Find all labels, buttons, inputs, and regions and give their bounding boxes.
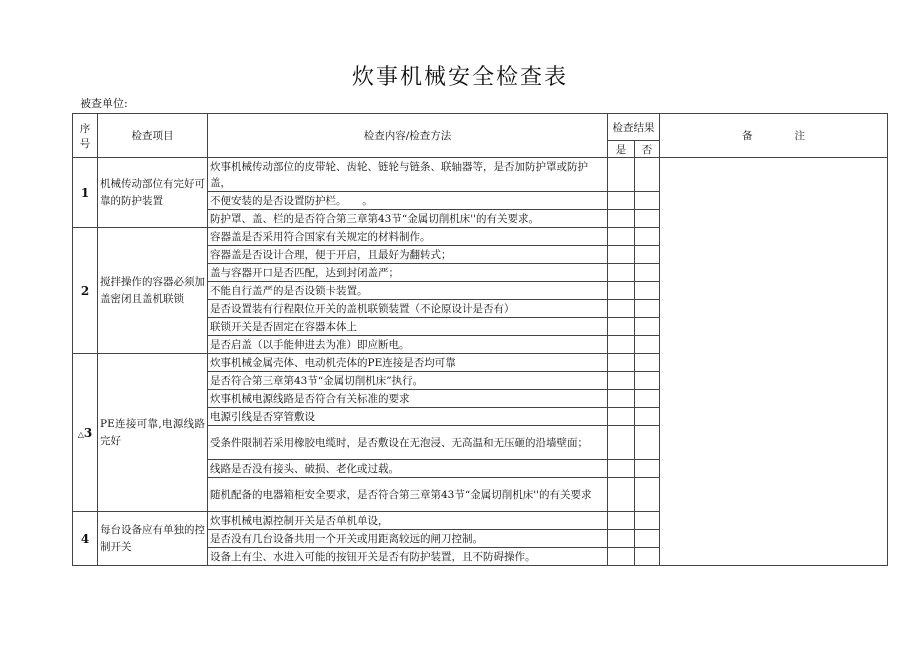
section-item: 搅拌操作的容器必须加盖密闭且盖机联锁 xyxy=(98,228,208,354)
result-yes-cell[interactable] xyxy=(608,548,635,566)
content-cell: 不能自行盖严的是否设锁卡装置。 xyxy=(208,282,608,300)
section-number: 1 xyxy=(73,158,98,228)
content-cell: 线路是否没有接头、破损、老化或过载。 xyxy=(208,460,608,478)
header-item: 检查项目 xyxy=(98,114,208,158)
result-no-cell[interactable] xyxy=(635,408,660,426)
result-no-cell[interactable] xyxy=(635,354,660,372)
warning-triangle-mark: △ xyxy=(77,429,84,439)
header-result: 检查结果 xyxy=(608,114,660,141)
header-remark: 备 注 xyxy=(660,114,888,158)
result-no-cell[interactable] xyxy=(635,192,660,210)
header-yes: 是 xyxy=(608,141,635,158)
content-cell: 不便安装的是否设置防护栏。 。 xyxy=(208,192,608,210)
result-yes-cell[interactable] xyxy=(608,192,635,210)
result-yes-cell[interactable] xyxy=(608,336,635,354)
content-cell: 炊事机械金属壳体、电动机壳体的PE连接是否均可靠 xyxy=(208,354,608,372)
result-no-cell[interactable] xyxy=(635,158,660,192)
content-cell: 是否符合第三章第43节“金属切削机床”执行。 xyxy=(208,372,608,390)
result-no-cell[interactable] xyxy=(635,228,660,246)
result-yes-cell[interactable] xyxy=(608,282,635,300)
result-no-cell[interactable] xyxy=(635,530,660,548)
section-item: 每台设备应有单独的控制开关 xyxy=(98,512,208,566)
header-no: 否 xyxy=(635,141,660,158)
section-item: 机械传动部位有完好可靠的防护装置 xyxy=(98,158,208,228)
result-no-cell[interactable] xyxy=(635,282,660,300)
result-yes-cell[interactable] xyxy=(608,264,635,282)
content-cell: 电源引线是否穿管敷设 xyxy=(208,408,608,426)
result-yes-cell[interactable] xyxy=(608,478,635,512)
result-yes-cell[interactable] xyxy=(608,300,635,318)
section-number: 2 xyxy=(73,228,98,354)
content-cell: 容器盖是否采用符合国家有关规定的材料制作。 xyxy=(208,228,608,246)
result-yes-cell[interactable] xyxy=(608,530,635,548)
result-yes-cell[interactable] xyxy=(608,512,635,530)
content-cell: 是否设置装有行程限位开关的盖机联锁装置（不论原设计是否有） xyxy=(208,300,608,318)
inspection-table xyxy=(72,113,888,566)
result-yes-cell[interactable] xyxy=(608,158,635,192)
result-yes-cell[interactable] xyxy=(608,228,635,246)
result-yes-cell[interactable] xyxy=(608,354,635,372)
content-cell: 炊事机械电源控制开关是否单机单设， xyxy=(208,512,608,530)
header-seq: 序号 xyxy=(73,114,98,158)
content-cell: 盖与容器开口是否匹配，达到封闭盖严； xyxy=(208,264,608,282)
section-number: 4 xyxy=(73,512,98,566)
result-no-cell[interactable] xyxy=(635,548,660,566)
result-no-cell[interactable] xyxy=(635,336,660,354)
content-cell: 防护罩、盖、栏的是否符合第三章第43节“金属切削机床''的有关要求。 xyxy=(208,210,608,228)
content-cell: 设备上有尘、水进入可能的按钮开关是否有防护装置，且不防碍操作。 xyxy=(208,548,608,566)
result-no-cell[interactable] xyxy=(635,264,660,282)
result-no-cell[interactable] xyxy=(635,246,660,264)
result-no-cell[interactable] xyxy=(635,426,660,460)
result-no-cell[interactable] xyxy=(635,390,660,408)
result-no-cell[interactable] xyxy=(635,318,660,336)
result-no-cell[interactable] xyxy=(635,372,660,390)
content-cell: 容器盖是否设计合理，便于开启，且最好为翻转式； xyxy=(208,246,608,264)
header-content: 检查内容/检查方法 xyxy=(208,114,608,158)
result-no-cell[interactable] xyxy=(635,460,660,478)
remark-cell[interactable] xyxy=(660,158,888,566)
result-yes-cell[interactable] xyxy=(608,210,635,228)
section-number: △3 xyxy=(73,354,98,512)
content-cell: 受条件限制若采用橡胶电缆时，是否敷设在无泡浸、无高温和无压砸的沿墙壁面； xyxy=(208,426,608,460)
result-yes-cell[interactable] xyxy=(608,408,635,426)
page-title: 炊事机械安全检查表 xyxy=(351,65,568,90)
content-cell: 炊事机械传动部位的皮带轮、齿轮、链轮与链条、联轴器等，是否加防护罩或防护盖， xyxy=(208,158,608,192)
result-yes-cell[interactable] xyxy=(608,426,635,460)
result-no-cell[interactable] xyxy=(635,300,660,318)
result-no-cell[interactable] xyxy=(635,512,660,530)
content-cell: 炊事机械电源线路是否符合有关标准的要求 xyxy=(208,390,608,408)
result-yes-cell[interactable] xyxy=(608,246,635,264)
content-cell: 是否没有几台设备共用一个开关或用距离较远的闸刀控制。 xyxy=(208,530,608,548)
inspected-unit-label: 被查单位: xyxy=(80,97,128,110)
content-cell: 是否启盖（以手能伸进去为准）即应断电。 xyxy=(208,336,608,354)
result-yes-cell[interactable] xyxy=(608,318,635,336)
section-item: PE连接可靠,电源线路完好 xyxy=(98,354,208,512)
result-yes-cell[interactable] xyxy=(608,390,635,408)
content-cell: 随机配备的电器箱柜安全要求，是否符合第三章第43节“金属切削机床''的有关要求 xyxy=(208,478,608,512)
result-no-cell[interactable] xyxy=(635,210,660,228)
result-yes-cell[interactable] xyxy=(608,460,635,478)
content-cell: 联锁开关是否固定在容器本体上 xyxy=(208,318,608,336)
result-yes-cell[interactable] xyxy=(608,372,635,390)
result-no-cell[interactable] xyxy=(635,478,660,512)
